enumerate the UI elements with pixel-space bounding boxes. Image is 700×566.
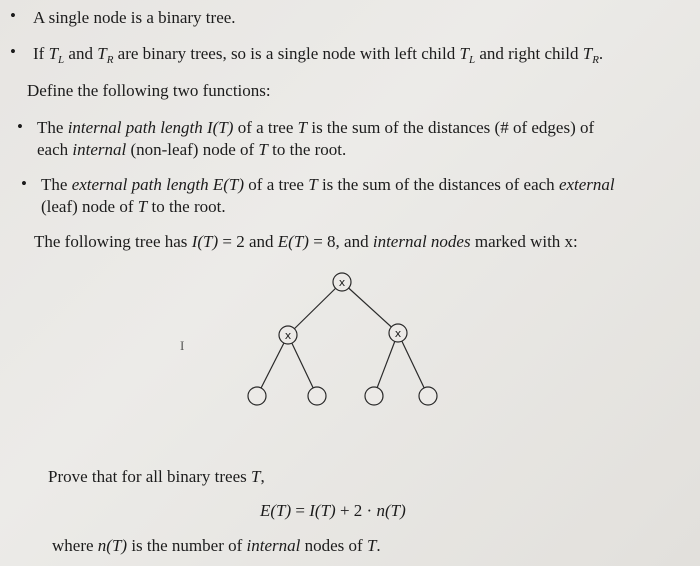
text: of a tree <box>233 118 298 137</box>
tree-edge <box>374 333 398 396</box>
math-var: T <box>251 467 261 486</box>
text: where <box>52 536 98 555</box>
text: A single node is a binary tree. <box>33 8 236 27</box>
math-var: T <box>366 536 377 555</box>
node-mark: x <box>284 329 292 342</box>
math-func: I(T) <box>309 501 336 520</box>
bullet: • <box>17 117 23 136</box>
bullet: • <box>10 42 16 61</box>
text: , <box>260 467 265 486</box>
subscript: L <box>468 54 476 66</box>
text: is the number of <box>127 536 247 555</box>
text: . <box>376 536 381 555</box>
subscript: R <box>106 54 114 66</box>
text: The <box>41 175 72 194</box>
text: If <box>33 44 49 63</box>
text: = 8, and <box>308 232 373 251</box>
emphasis: external <box>558 175 615 194</box>
bullet: • <box>21 174 27 193</box>
math-func: n(T) <box>376 501 406 520</box>
text: + 2 · <box>335 501 377 520</box>
text: and <box>64 44 98 63</box>
tree-edge <box>288 282 342 335</box>
where-line <box>52 535 381 557</box>
math-func: E(T) <box>260 501 292 520</box>
math-var: T <box>258 140 268 159</box>
text: (leaf) node of <box>41 197 138 216</box>
node-mark: x <box>394 327 402 340</box>
tree-edge <box>398 333 428 396</box>
tree-edge <box>288 335 317 396</box>
text: to the root. <box>147 197 226 216</box>
text: (non-leaf) node of <box>126 140 259 159</box>
bullet: • <box>10 6 16 25</box>
leaf-node <box>248 387 266 405</box>
text: each <box>37 140 73 159</box>
subscript: L <box>58 54 65 66</box>
subscript: R <box>592 54 599 66</box>
prove-line <box>48 466 265 488</box>
stray-cursor-mark: I <box>180 338 185 353</box>
emphasis: external path length <box>71 175 209 194</box>
math-var: T <box>48 44 59 63</box>
text: are binary trees, so is a single node with left child <box>113 44 460 63</box>
formula <box>260 500 406 522</box>
text: Prove that for all binary trees <box>48 467 251 486</box>
leaf-node <box>308 387 326 405</box>
math-func: n(T) <box>97 536 128 555</box>
tree-edge <box>342 282 398 333</box>
tree-edge <box>257 335 288 396</box>
math-var: T <box>97 44 107 63</box>
text: of a tree <box>244 175 309 194</box>
leaf-node <box>365 387 383 405</box>
node-mark: x <box>338 276 346 289</box>
text: and right child <box>475 44 583 63</box>
math-var: T <box>582 44 593 63</box>
text: to the root. <box>267 140 347 159</box>
math-var: T <box>459 44 469 63</box>
math-func: E(T) <box>208 175 245 194</box>
emphasis: internal <box>246 536 301 555</box>
math-var: T <box>308 175 318 194</box>
math-func: I(T) <box>191 232 219 251</box>
math-func: E(T) <box>277 232 309 251</box>
emphasis: internal <box>72 140 127 159</box>
leaf-node <box>419 387 437 405</box>
math-var: T <box>137 197 148 216</box>
text: The <box>37 118 68 137</box>
text: is the sum of the distances of each <box>317 175 559 194</box>
math-var: T <box>297 118 308 137</box>
text: = 2 and <box>218 232 278 251</box>
text: nodes of <box>300 536 367 555</box>
text: is the sum of the distances (# of edges) of <box>307 118 595 137</box>
text: marked with x: <box>470 232 578 251</box>
math-func: I(T) <box>202 118 234 137</box>
text: . <box>598 44 604 63</box>
define-heading: Define the following two functions: <box>27 81 271 100</box>
text: The following tree has <box>34 232 192 251</box>
emphasis: internal nodes <box>372 232 471 251</box>
emphasis: internal path length <box>67 118 203 137</box>
text: = <box>291 501 310 520</box>
